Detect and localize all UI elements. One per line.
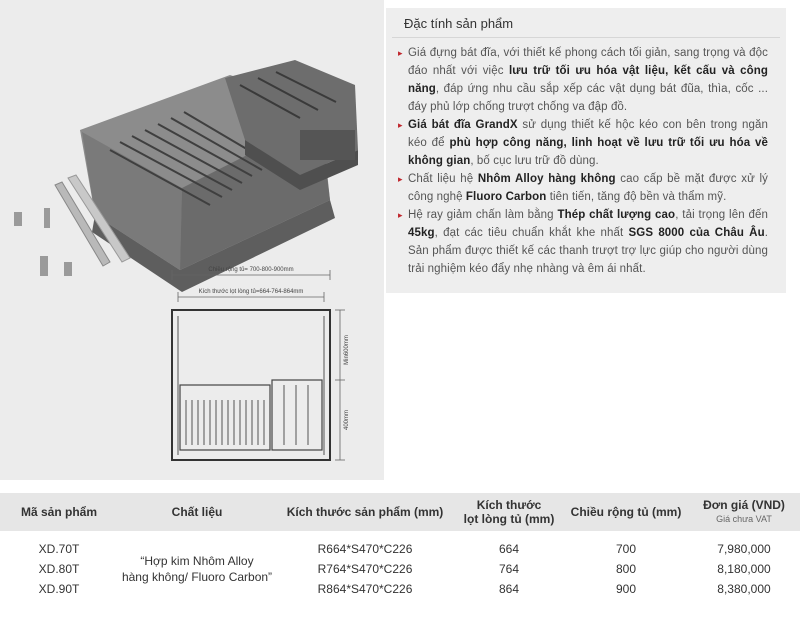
bullet-arrow-icon: ▸ <box>398 120 403 130</box>
cell-size: R764*S470*C226 <box>317 562 413 576</box>
cabinet-width-label: Chiều rộng tủ= 700-800-900mm <box>208 267 294 273</box>
spec-list <box>386 38 786 278</box>
cell-code: XD.70T <box>38 542 80 556</box>
header-inner-line1: Kích thước <box>476 498 542 512</box>
cell-price: 8,380,000 <box>717 582 771 596</box>
inner-width-label: Kích thước lọt lòng tủ=664-764-864mm <box>198 289 304 295</box>
cell-cabinet: 800 <box>615 562 637 576</box>
material-line1: “Hợp kim Nhôm Alloy <box>140 554 254 568</box>
spec-highlight: Giá bát đĩa GrandX <box>408 119 518 131</box>
cell-inner: 764 <box>498 562 520 576</box>
spec-item: ▸ Hệ ray giảm chấn làm bằng Thép chất lượng cao, tải trọng lên đến 45kg, đạt các tiêu chuẩn khắt khe nhất SGS 8000 của Châu Âu. Sản phẩm được thiết kế các thanh trượt trợ lực giúp cho người dùng trải nghiệm kéo đẩy nhẹ nhàng và êm ái nhất. <box>398 206 768 278</box>
header-inner-size <box>454 493 564 531</box>
header-price <box>688 493 800 531</box>
table-row <box>0 531 800 559</box>
cell-cabinet: 700 <box>615 542 637 556</box>
bullet-arrow-icon: ▸ <box>398 210 403 220</box>
cell-cabinet: 900 <box>615 582 637 596</box>
cell-material <box>118 531 276 599</box>
header-price-note: Giá chưa VAT <box>716 514 772 524</box>
cell-size: R664*S470*C226 <box>317 542 413 556</box>
cell-code: XD.90T <box>38 582 80 596</box>
header-size: Kích thước sản phẩm (mm) <box>276 493 454 531</box>
spec-highlight: Thép chất lượng cao <box>557 209 676 221</box>
spec-highlight: 45kg <box>408 227 435 239</box>
spec-item: ▸ Giá bát đĩa GrandX sử dụng thiết kế hộc kéo con bên trong ngăn kéo để phù hợp công năng, linh hoạt về lưu trữ tối ưu hóa về không gian, bố cục lưu trữ đồ dùng. <box>398 116 768 170</box>
material-line2: hàng không/ Fluoro Carbon” <box>121 570 273 584</box>
header-inner-line2: lọt lòng tủ (mm) <box>463 512 555 526</box>
spec-highlight: SGS 8000 của Châu Âu <box>628 227 765 239</box>
cell-price: 7,980,000 <box>717 542 771 556</box>
product-image-panel <box>0 0 384 480</box>
product-illustration <box>0 0 384 480</box>
spec-panel <box>386 8 786 293</box>
cell-inner: 664 <box>498 542 520 556</box>
table-header-row <box>0 493 800 531</box>
spec-highlight: lưu trữ tối ưu hóa vật liệu, kết cấu và công năng <box>408 65 769 95</box>
header-code: Mã sản phẩm <box>0 493 118 531</box>
cell-price: 8,180,000 <box>717 562 771 576</box>
bullet-arrow-icon: ▸ <box>398 174 403 184</box>
header-material: Chất liệu <box>118 493 276 531</box>
dimension-diagram <box>172 266 350 460</box>
bullet-arrow-icon: ▸ <box>398 48 403 58</box>
header-cabinet: Chiều rộng tủ (mm) <box>564 493 688 531</box>
spec-item: ▸ Giá đựng bát đĩa, với thiết kế phong cách tối giản, sang trọng và độc đáo nhất với việc lưu trữ tối ưu hóa vật liệu, kết cấu và công năng, đáp ứng nhu cầu sắp xếp các vật dụng bát đũa, thìa, cốc ... đáy phủ lớp chống trượt chống va đập đồ. <box>398 44 768 116</box>
cell-inner: 864 <box>498 582 520 596</box>
cell-size: R864*S470*C226 <box>317 582 413 596</box>
height-label: 400mm <box>344 409 350 431</box>
spec-title: Đặc tính sản phẩm <box>392 8 780 38</box>
spec-highlight: phù hợp công năng, linh hoạt về lưu trữ tối ưu hóa về không gian <box>408 137 768 167</box>
header-price-label: Đơn giá (VND) <box>703 498 785 512</box>
price-table <box>0 493 800 599</box>
spec-highlight: Fluoro Carbon <box>465 191 547 203</box>
spec-highlight: Nhôm Alloy hàng không <box>477 173 616 185</box>
spec-item: ▸ Chất liệu hệ Nhôm Alloy hàng không cao cấp bề mặt được xử lý công nghệ Fluoro Carbon tiên tiến, tăng độ bền và thẩm mỹ. <box>398 170 768 206</box>
cell-code: XD.80T <box>38 562 80 576</box>
min-height-label: Min600mm <box>344 335 350 365</box>
